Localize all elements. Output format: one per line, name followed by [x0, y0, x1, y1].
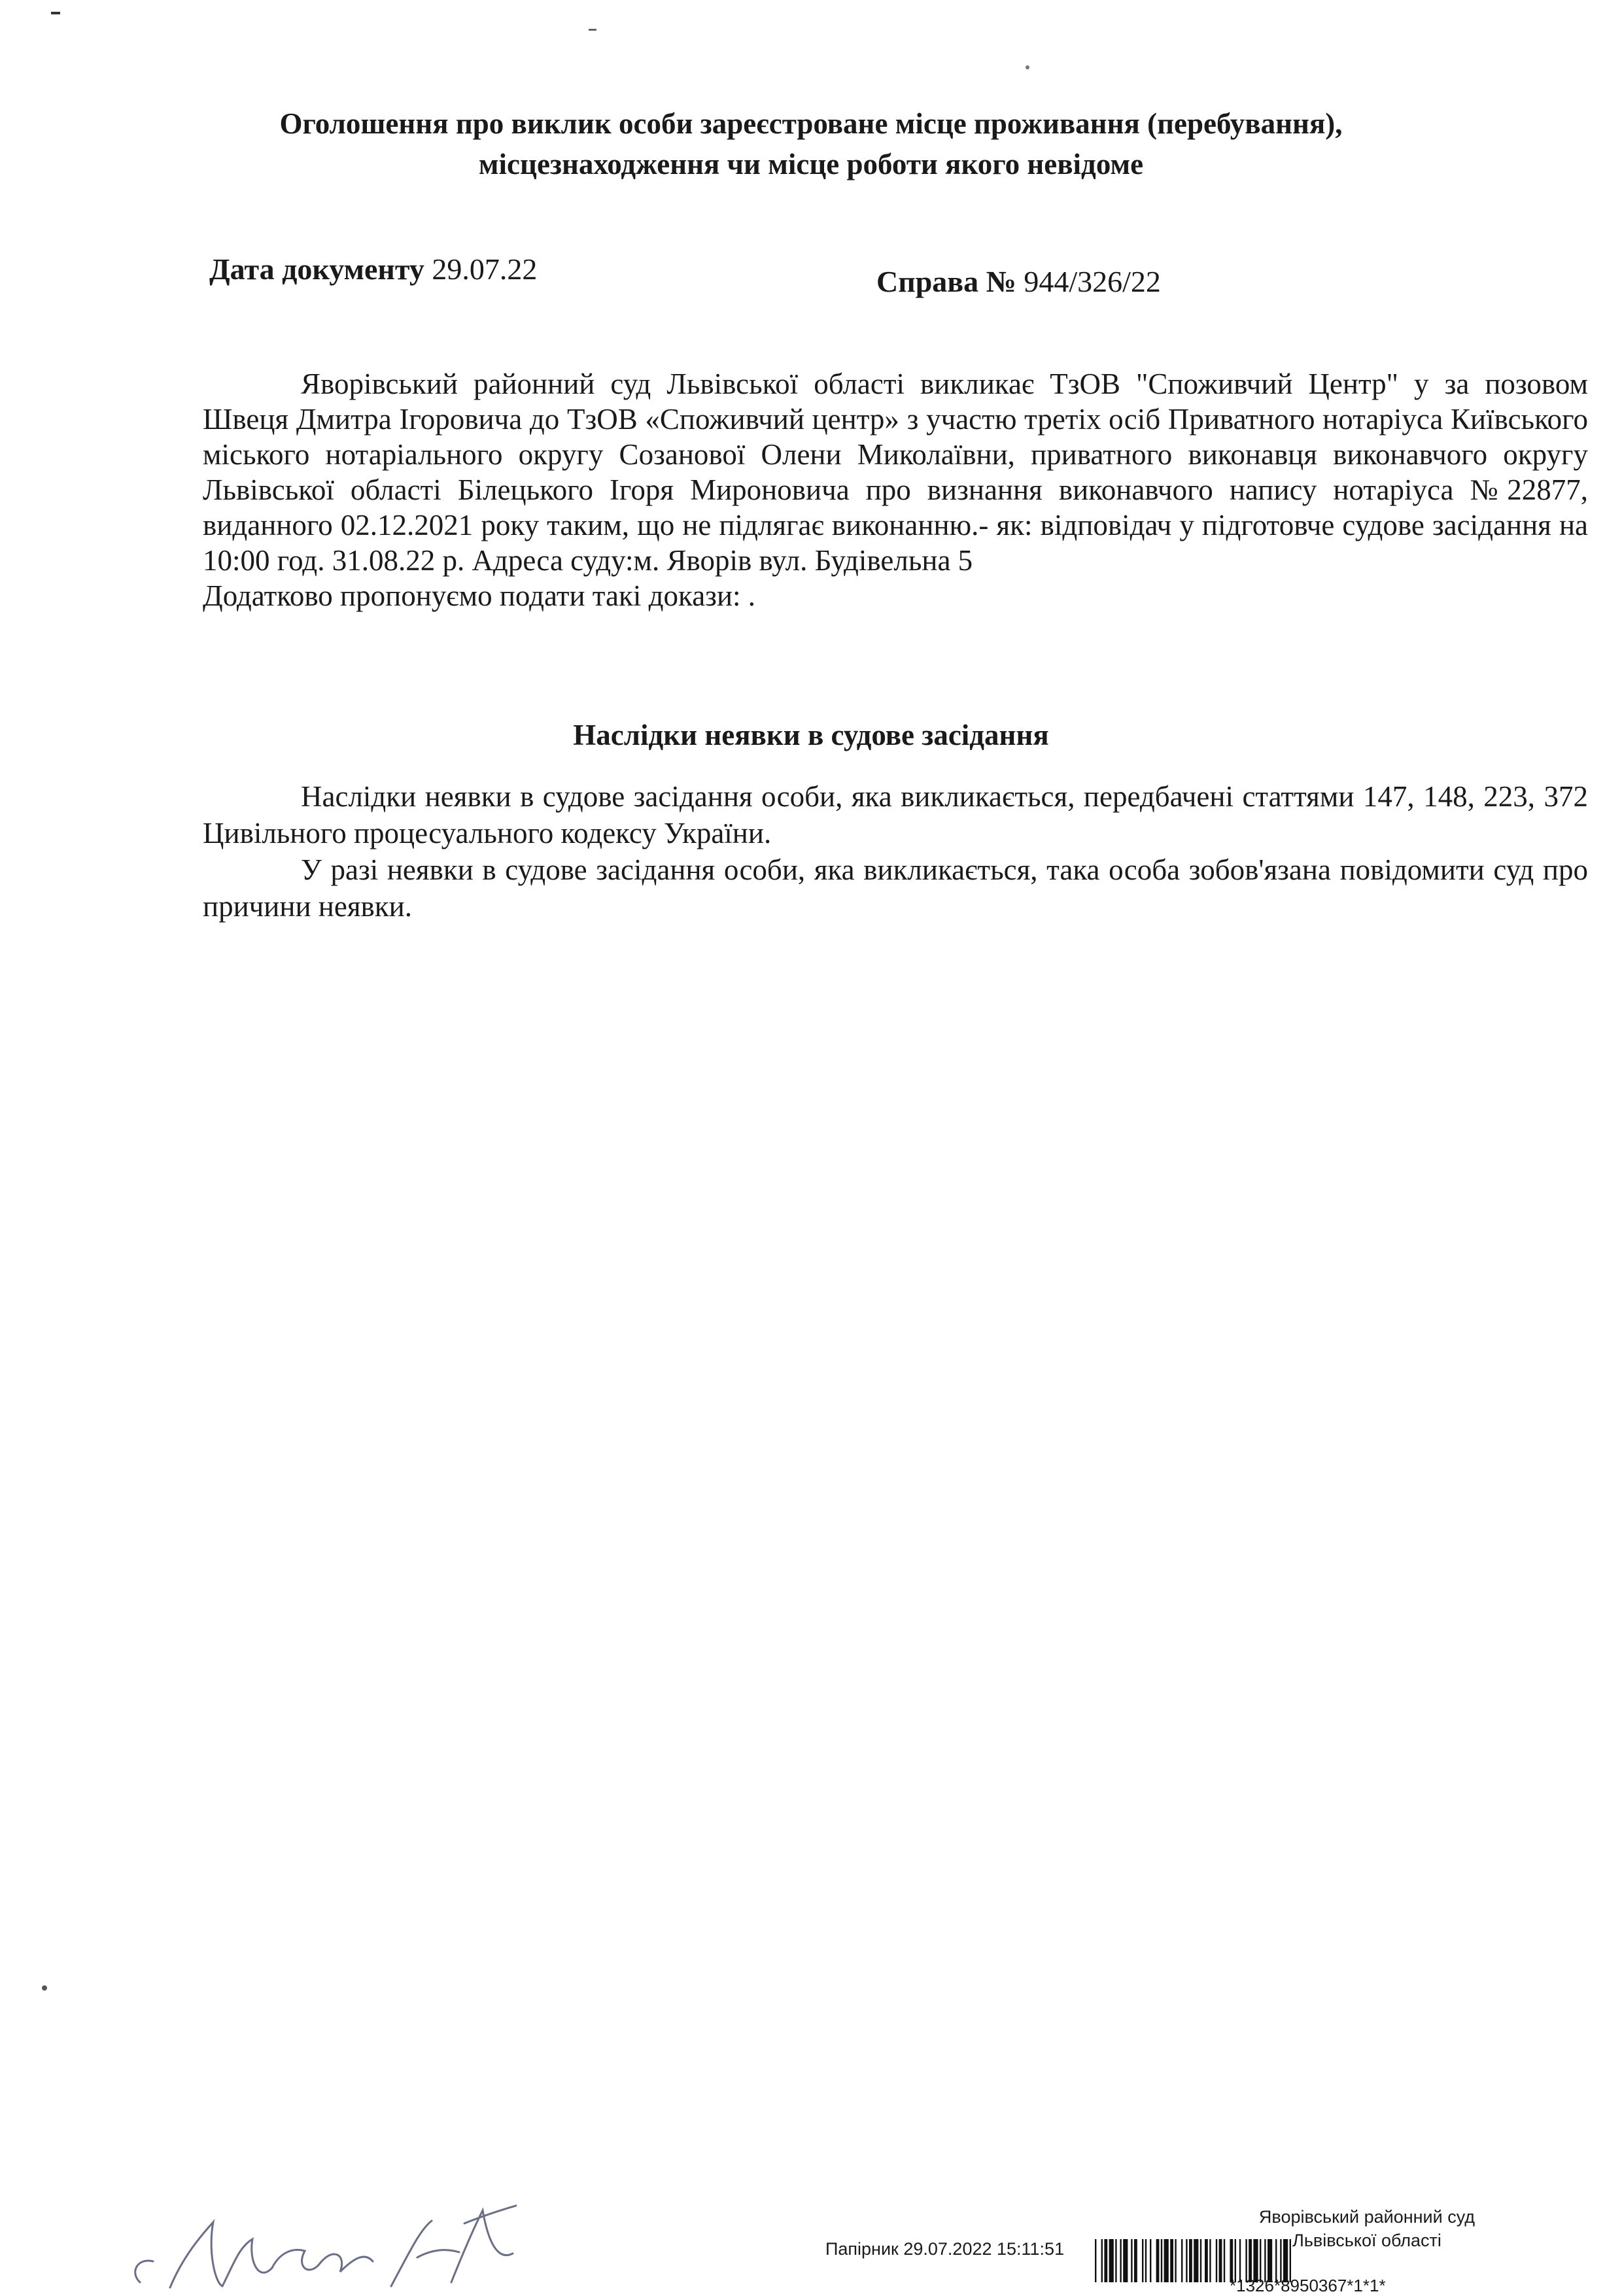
handwritten-signature — [124, 2184, 517, 2294]
consequences-heading: Наслідки неявки в судове засідання — [573, 719, 1049, 751]
summons-body — [203, 366, 1588, 613]
case-number — [876, 264, 1161, 299]
court-stamp-line-1: Яворівський районний суд — [1258, 2207, 1475, 2227]
barcode-number: *1326*8950367*1*1* — [1230, 2276, 1386, 2295]
paper-registration-label: Папірник 29.07.2022 15:11:51 — [825, 2239, 1065, 2259]
title-line-2: місцезнаходження чи місце роботи якого невідоме — [478, 148, 1144, 180]
consequences-paragraph-1: Наслідки неявки в судове засідання особи, яка викликається, передбачені статтями 147, 148, 223, 372 Цивільного процесуального кодексу України. — [203, 780, 1588, 849]
case-label: Справа № — [876, 265, 1016, 298]
consequences-paragraph-2: У разі неявки в судове засідання особи, яка викликається, така особа зобов'язана повідомити суд про причини неявки. — [203, 853, 1588, 923]
scan-artifact — [589, 29, 596, 31]
date-label: Дата документу — [209, 252, 424, 286]
case-value: 944/326/22 — [1024, 265, 1161, 298]
title-line-1: Оголошення про виклик особи зареєстроване місце проживання (перебування), — [279, 107, 1343, 140]
date-value: 29.07.22 — [432, 252, 538, 286]
scan-artifact — [42, 1985, 47, 1991]
court-stamp-line-2: Львівської області — [1292, 2231, 1441, 2250]
consequences-section — [203, 778, 1588, 925]
document-title — [196, 103, 1426, 184]
scan-artifact — [1026, 65, 1029, 69]
scan-artifact — [51, 12, 60, 14]
summons-paragraph: Яворівський районний суд Львівської області викликає ТзОВ "Споживчий Центр" у за позовом Швеця Дмитра Ігоровича до ТзОВ «Споживчий центр» з участю третіх осіб Приватного нотаріуса Київського міського нотаріального округу Созанової Олени Миколаївни, приватного виконавця виконавчого округу Львівської області Білецького Ігоря Мироновича про визнання виконавчого напису нотаріуса №22877, виданного 02.12.2021 року таким, що не підлягає виконанню.- як: відповідач у підготовче судове засідання на 10:00 год. 31.08.22 р. Адреса суду:м. Яворів вул. Будівельна 5 — [203, 368, 1588, 577]
evidence-request: Додатково пропонуємо подати такі докази: . — [203, 579, 756, 612]
document-date — [209, 252, 537, 286]
